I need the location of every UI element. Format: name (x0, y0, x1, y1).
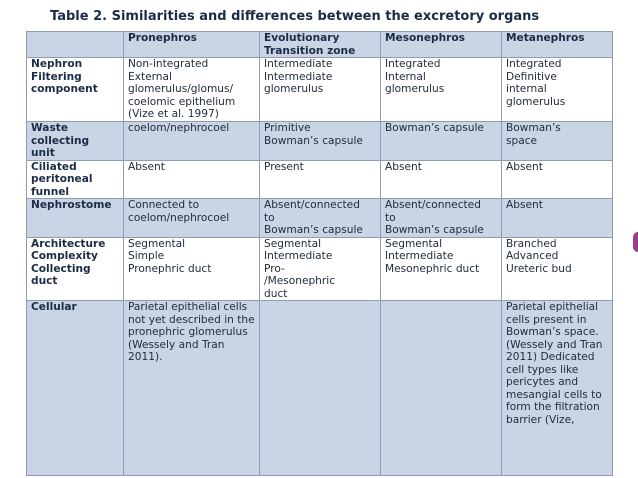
table-cell: Present (260, 160, 381, 199)
table-row (27, 199, 613, 238)
row-header-cell: Architecture Complexity Collecting duct (27, 237, 124, 301)
row-header-cell: Ciliated peritoneal funnel (27, 160, 124, 199)
table-cell: Absent/connected to Bowman’s capsule (260, 199, 381, 238)
table-cell: Intermediate Intermediate glomerulus (260, 58, 381, 122)
table-cell: Bowman’s capsule (381, 122, 502, 161)
table-cell: Bowman’s space (502, 122, 613, 161)
row-header-cell: Nephron Filtering component (27, 58, 124, 122)
edge-scroll-marker (633, 232, 638, 252)
table-cell: coelom/nephrocoel (124, 122, 260, 161)
table-cell: Absent (502, 199, 613, 238)
table-cell: Absent (124, 160, 260, 199)
table-cell: Integrated Internal glomerulus (381, 58, 502, 122)
header-cell: Pronephros (124, 32, 260, 58)
header-cell-empty (27, 32, 124, 58)
row-header-cell: Cellular (27, 301, 124, 476)
row-header-cell: Waste collecting unit (27, 122, 124, 161)
excretory-organs-table (26, 31, 613, 476)
table-cell (381, 301, 502, 476)
table-row (27, 122, 613, 161)
table-cell: Primitive Bowman’s capsule (260, 122, 381, 161)
table-cell: Absent (502, 160, 613, 199)
table-row (27, 160, 613, 199)
row-header-cell: Nephrostome (27, 199, 124, 238)
header-cell: Mesonephros (381, 32, 502, 58)
table-row (27, 58, 613, 122)
table-cell: Absent/connected to Bowman’s capsule (381, 199, 502, 238)
table-cell: Parietal epithelial cells not yet described in the pronephric glomerulus (Wessely and Tran 2011). (124, 301, 260, 476)
table-header-row (27, 32, 613, 58)
table-row (27, 237, 613, 301)
table-cell: Segmental Intermediate Pro- /Mesonephric duct (260, 237, 381, 301)
table-cell: Non-integrated External glomerulus/glomus/ coelomic epithelium (Vize et al. 1997) (124, 58, 260, 122)
table-cell: Absent (381, 160, 502, 199)
table-title: Table 2. Similarities and differences between the excretory organs (50, 9, 540, 24)
table-row (27, 301, 613, 476)
table-cell: Connected to coelom/nephrocoel (124, 199, 260, 238)
table-cell: Segmental Simple Pronephric duct (124, 237, 260, 301)
table-cell: Parietal epithelial cells present in Bowman’s space. (Wessely and Tran 2011) Dedicated cell types like pericytes and mesangial cells to form the filtration barrier (Vize, (502, 301, 613, 476)
header-cell: Evolutionary Transition zone (260, 32, 381, 58)
header-cell: Metanephros (502, 32, 613, 58)
table-cell: Branched Advanced Ureteric bud (502, 237, 613, 301)
table-cell (260, 301, 381, 476)
table-cell: Integrated Definitive internal glomerulus (502, 58, 613, 122)
table-cell: Segmental Intermediate Mesonephric duct (381, 237, 502, 301)
